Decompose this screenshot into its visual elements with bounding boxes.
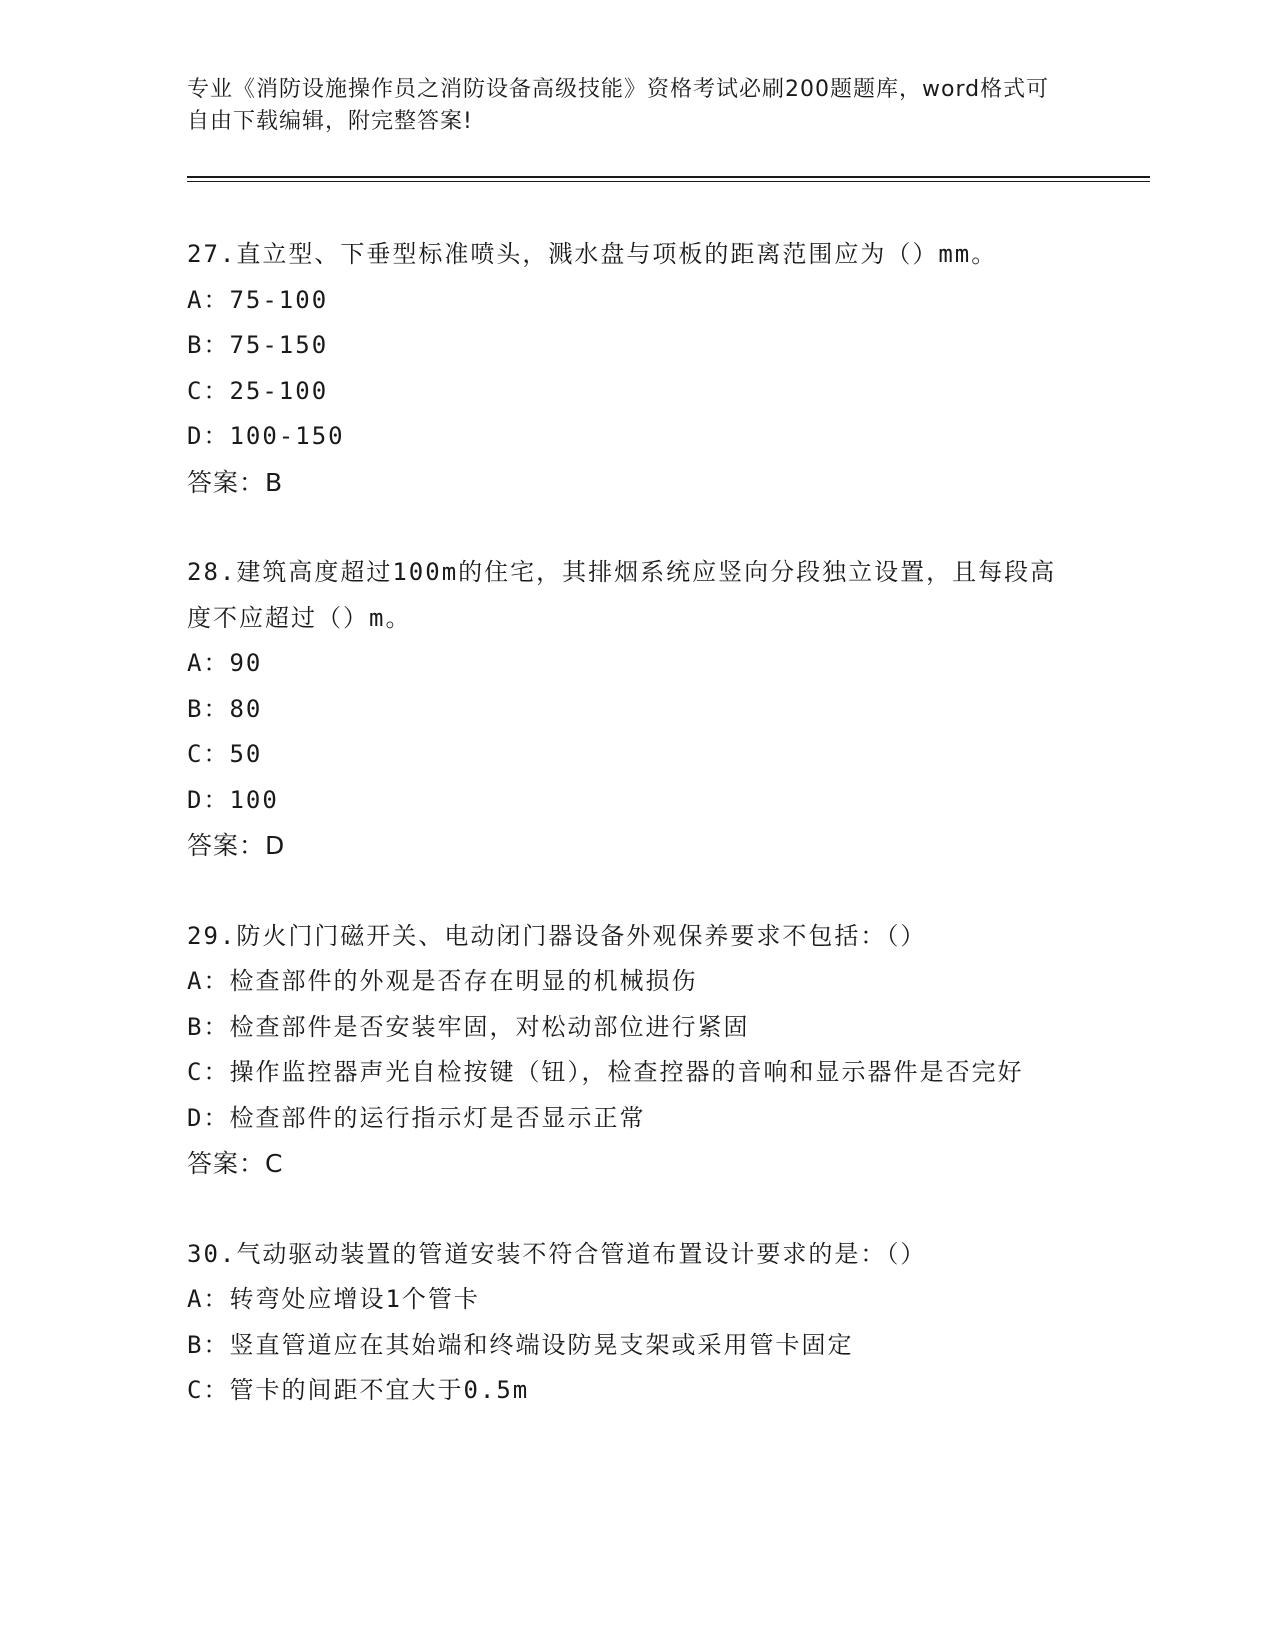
option-a: A：检查部件的外观是否存在明显的机械损伤 [187,967,698,995]
option-b: B：竖直管道应在其始端和终端设防晃支架或采用管卡固定 [187,1330,854,1359]
question-30 [187,1232,1067,1414]
option-a: A：90 [187,649,263,677]
option-b: B：80 [187,694,263,723]
answer-label: 答案：D [187,831,286,860]
option-c: C：管卡的间距不宜大于0.5m [187,1376,530,1404]
option-c: C：25-100 [187,376,329,405]
question-list [187,232,1067,1459]
question-29 [187,914,1067,1187]
option-a: A：75-100 [187,285,329,314]
question-stem: 30.气动驱动装置的管道安装不符合管道布置设计要求的是：（） [187,1239,927,1268]
option-d: D：100-150 [187,422,345,450]
question-stem: 29.防火门门磁开关、电动闭门器设备外观保养要求不包括：（） [187,921,927,950]
option-d: D：100 [187,785,279,814]
answer-label: 答案：C [187,1149,284,1178]
option-b: B：75-150 [187,331,329,359]
header-rule-thick [187,176,1150,178]
option-c: C：50 [187,740,263,768]
option-b: B：检查部件是否安装牢固，对松动部位进行紧固 [187,1012,750,1041]
option-a: A：转弯处应增设1个管卡 [187,1285,480,1313]
question-stem: 28.建筑高度超过100m的住宅，其排烟系统应竖向分段独立设置，且每段高度不应超过（）m。 [187,558,1057,632]
header-rule-thin [187,181,1150,182]
option-d: D：检查部件的运行指示灯是否显示正常 [187,1103,646,1132]
question-28 [187,550,1067,869]
option-c: C：操作监控器声光自检按键（钮），检查控器的音响和显示器件是否完好 [187,1058,1024,1086]
document-header: 专业《消防设施操作员之消防设备高级技能》资格考试必刷200题题库，word格式可自由下载编辑，附完整答案! [187,77,1050,134]
answer-label: 答案：B [187,467,284,497]
question-stem: 27.直立型、下垂型标准喷头，溅水盘与项板的距离范围应为（）mm。 [187,240,998,268]
question-27 [187,232,1067,505]
